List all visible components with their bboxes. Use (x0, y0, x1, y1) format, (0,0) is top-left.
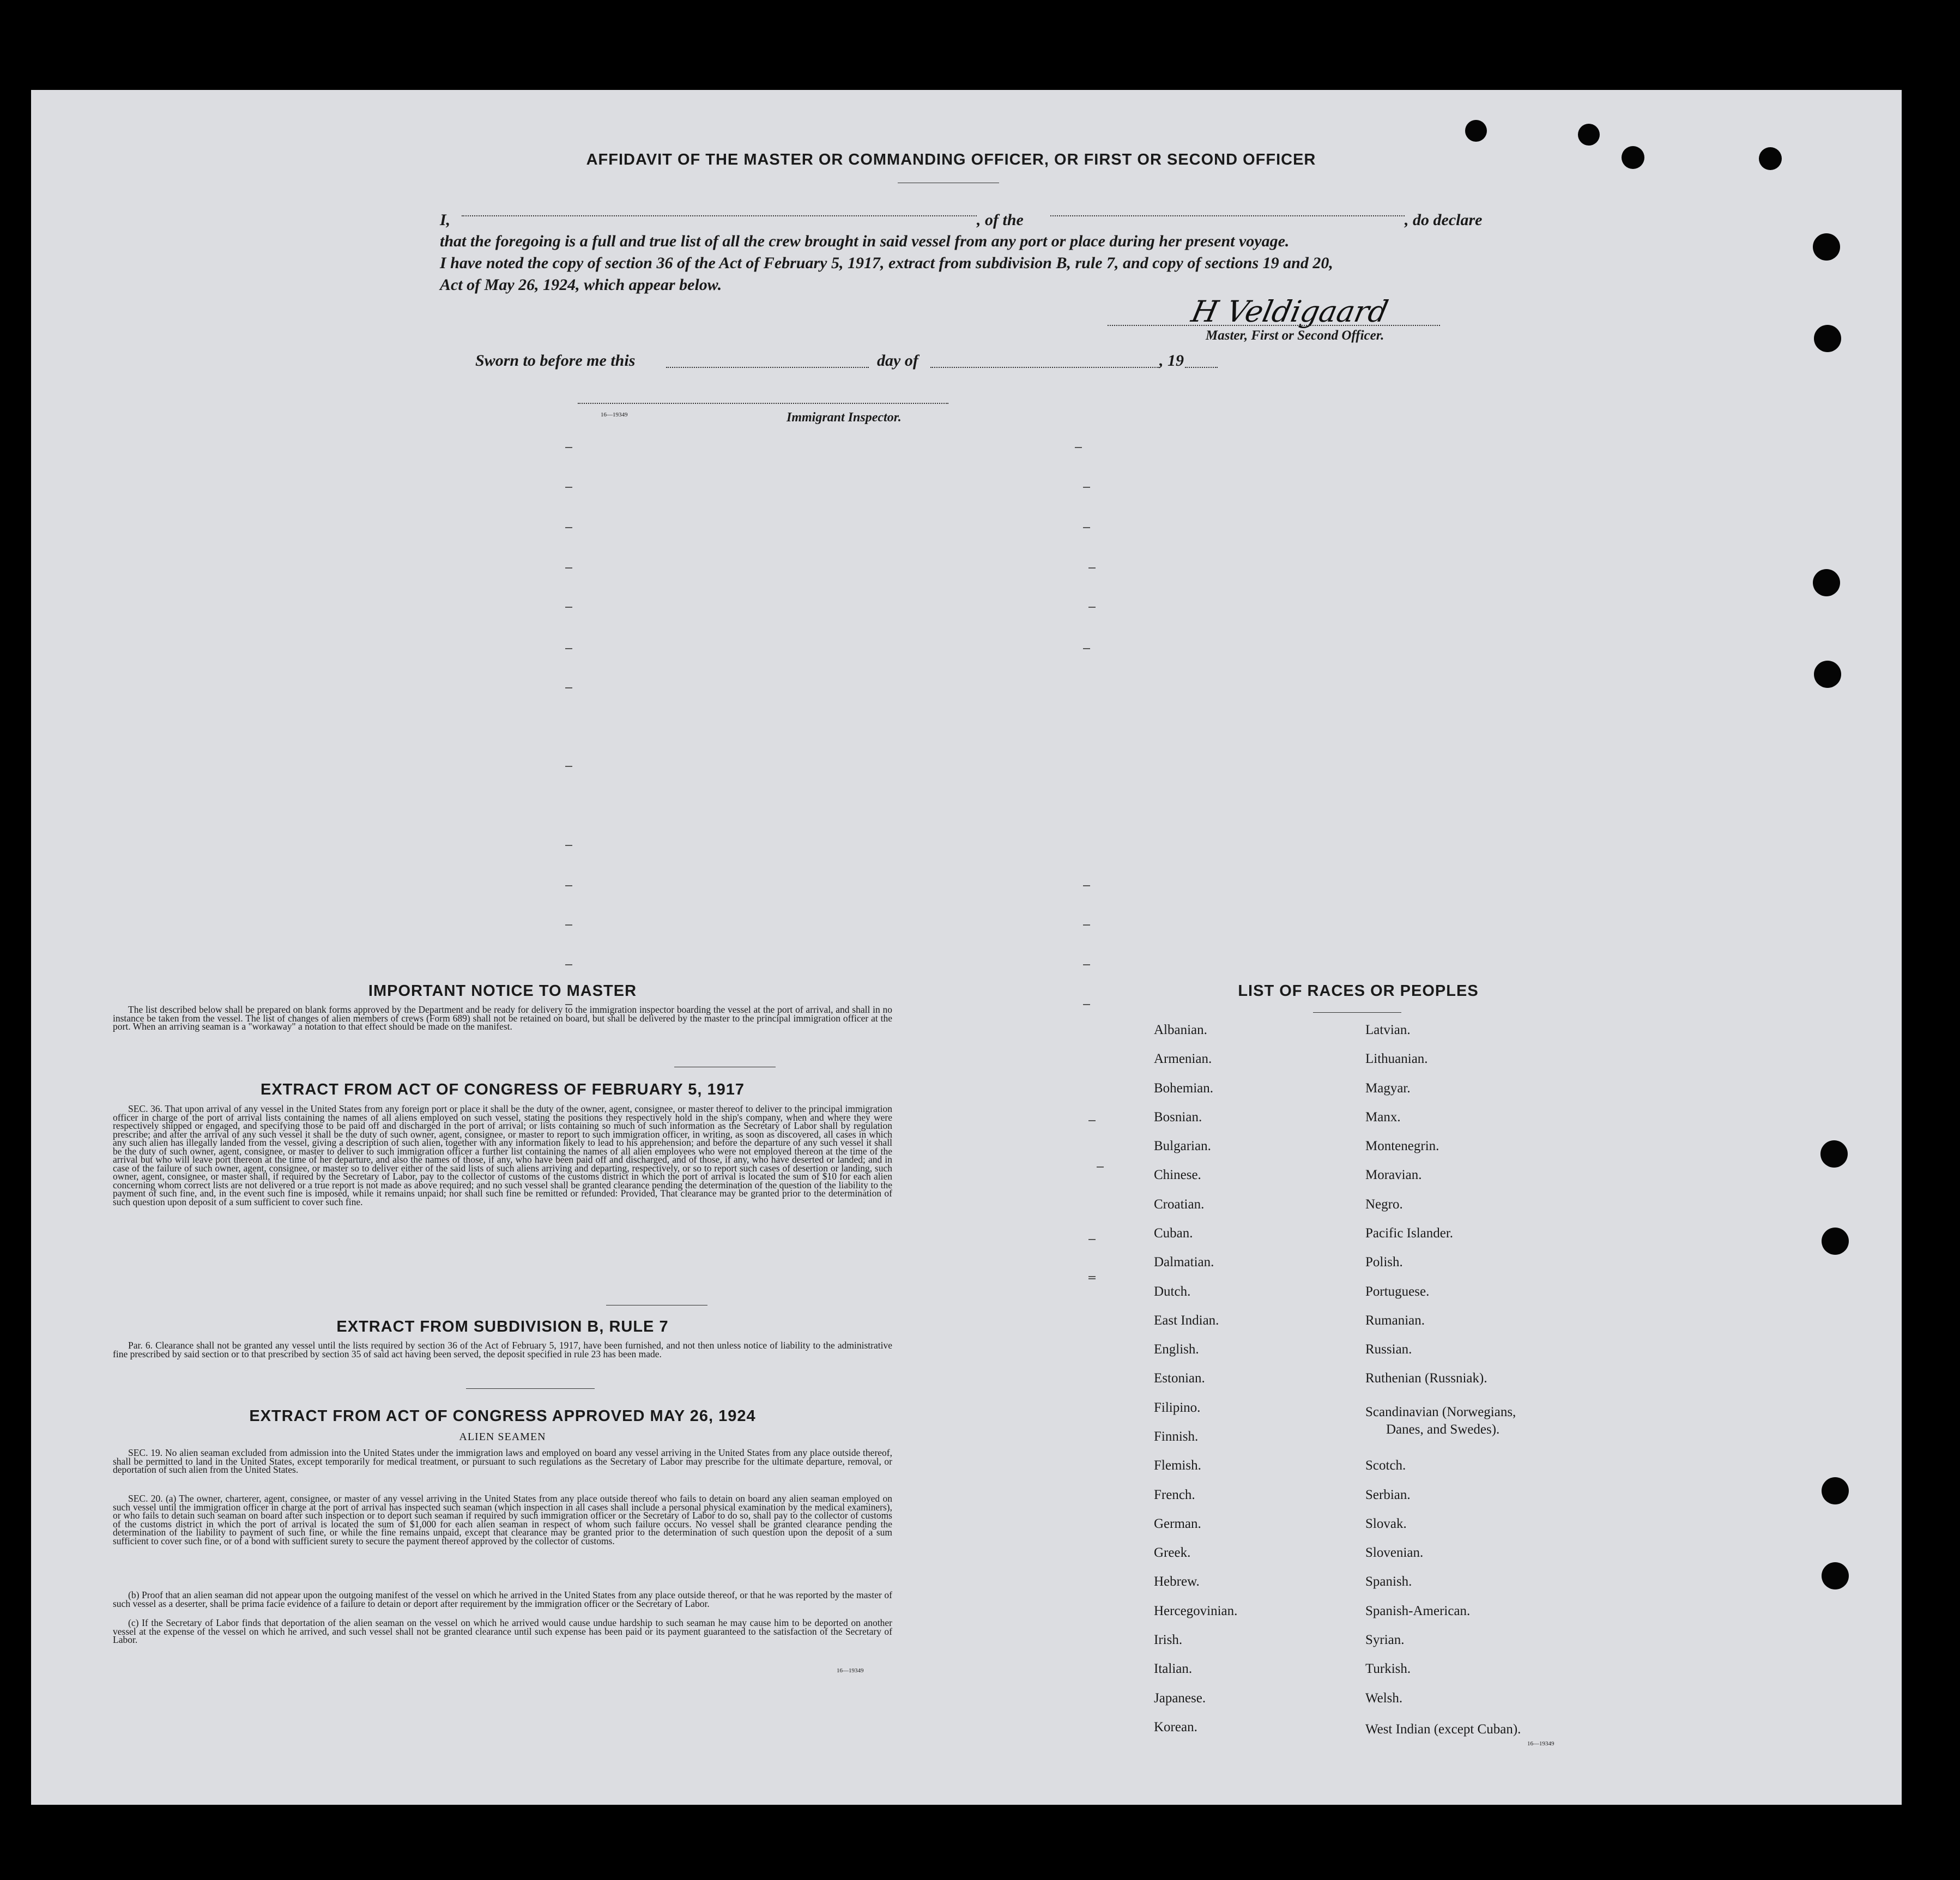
race-right-item: Spanish. (1365, 1574, 1412, 1589)
affidavit-line-2: that the foregoing is a full and true list of all the crew brought in said vessel from any port or place during her present voyage. (440, 232, 1290, 250)
margin-dash (1088, 567, 1096, 569)
form-sheet (31, 90, 1902, 1805)
affidavit-line-4: Act of May 26, 1924, which appear below. (440, 276, 722, 294)
race-left-item: Bohemian. (1154, 1081, 1214, 1096)
race-right-item: Polish. (1365, 1255, 1403, 1270)
punch-hole (1622, 146, 1644, 169)
margin-dash (1088, 607, 1096, 608)
race-left-item: Dalmatian. (1154, 1255, 1214, 1270)
race-right-item: Syrian. (1365, 1633, 1405, 1647)
margin-dash (1088, 1120, 1096, 1121)
extract-1924-title: EXTRACT FROM ACT OF CONGRESS APPROVED MAY 26, 1924 (249, 1407, 756, 1425)
race-right-item: Montenegrin. (1365, 1139, 1439, 1153)
races-form-number: 16—19349 (1527, 1740, 1554, 1747)
affidavit-form-number: 16—19349 (601, 412, 628, 418)
margin-dash (565, 924, 572, 926)
margin-dash (565, 527, 572, 528)
race-left-item: Korean. (1154, 1720, 1197, 1734)
races-title: LIST OF RACES OR PEOPLES (1238, 982, 1479, 1000)
punch-hole (1814, 325, 1841, 352)
sec20c-text: (c) If the Secretary of Labor finds that deportation of the alien seaman on the vessel on which he arrived would cause undue hardship to such seaman he may cause him to be deported on another vessel at the expense of the vessel on which he arrived, and such vessel shall not be granted clearance until such expense has been paid or its payment guaranteed to the satisfaction of the Secretary of Labor. (113, 1617, 892, 1645)
race-left-item: English. (1154, 1342, 1199, 1357)
race-right-item: Scandinavian (Norwegians, (1365, 1405, 1516, 1419)
race-left-item: Flemish. (1154, 1458, 1201, 1473)
punch-hole (1578, 124, 1600, 146)
race-left-item: German. (1154, 1516, 1201, 1531)
punch-hole (1813, 233, 1840, 261)
affidavit-line-3: I have noted the copy of section 36 of the Act of February 5, 1917, extract from subdivision B, rule 7, and copy of sections 19 and 20, (440, 254, 1333, 272)
race-left-item: Dutch. (1154, 1284, 1191, 1299)
race-left-item: Hebrew. (1154, 1574, 1200, 1589)
punch-hole (1814, 661, 1841, 688)
sworn-year-field[interactable] (1185, 367, 1218, 368)
section-divider (466, 1388, 595, 1389)
race-left-item: Croatian. (1154, 1197, 1205, 1212)
race-left-item: Estonian. (1154, 1371, 1205, 1386)
punch-hole (1465, 120, 1487, 142)
extract-form-number: 16—19349 (837, 1667, 864, 1674)
margin-dash (565, 648, 572, 649)
signature-caption: Master, First or Second Officer. (1206, 328, 1384, 343)
punch-hole (1820, 1140, 1848, 1168)
margin-dash (1083, 487, 1090, 488)
race-right-item: Russian. (1365, 1342, 1412, 1357)
margin-dash (1083, 964, 1090, 965)
race-right-item: West Indian (except Cuban). (1365, 1722, 1521, 1737)
sworn-day-field[interactable] (666, 367, 869, 368)
race-right-item: Portuguese. (1365, 1284, 1430, 1299)
margin-dash (1088, 1239, 1096, 1240)
affidavit-title: AFFIDAVIT OF THE MASTER OR COMMANDING OFFICER, OR FIRST OR SECOND OFFICER (586, 151, 1316, 168)
of-the-label: , of the (977, 211, 1024, 229)
punch-hole (1759, 147, 1782, 170)
vessel-field[interactable] (1050, 215, 1405, 216)
year-label: , 19 (1159, 352, 1184, 370)
race-left-item: Italian. (1154, 1661, 1193, 1676)
alien-seamen-subtitle: ALIEN SEAMEN (459, 1431, 546, 1443)
sec20b-text: (b) Proof that an alien seaman did not appear upon the outgoing manifest of the vessel on which he arrived in the United States from any place outside thereof, or that he was reported by the master of such vessel as a deserter, shall be prima facie evidence of a failure to detain or deport after requirement by the immigration officer or the Secretary of Labor. (113, 1589, 892, 1609)
punch-hole (1822, 1477, 1849, 1504)
race-right-item: Scotch. (1365, 1458, 1406, 1473)
race-left-item: Bosnian. (1154, 1110, 1202, 1125)
margin-dash (565, 487, 572, 488)
margin-dash (565, 607, 572, 608)
extract-rule7-title: EXTRACT FROM SUBDIVISION B, RULE 7 (336, 1318, 669, 1335)
race-left-item: Bulgarian. (1154, 1139, 1211, 1153)
margin-dash (1083, 885, 1090, 886)
race-right-item: Slovenian. (1365, 1545, 1424, 1560)
sworn-label: Sworn to before me this (475, 352, 636, 370)
margin-dash (1083, 1004, 1090, 1005)
race-right-item: Slovak. (1365, 1516, 1407, 1531)
races-title-underline (1313, 1012, 1401, 1013)
sec19-text: SEC. 19. No alien seaman excluded from admission into the United States under the immigration laws and employed on board any vessel arriving in the United States from any place outside thereof, shall be permitted to land in the United States, except temporarily for medical treatment, or pursuant to such regulations as the Secretary of Labor may prescribe for the ultimate departure, removal, or deportation of such alien from the United States. (113, 1447, 892, 1475)
race-left-item: Armenian. (1154, 1051, 1212, 1066)
notice-text: The list described below shall be prepared on blank forms approved by the Department and be ready for delivery to the immigration inspector boarding the vessel at the port of arrival, and shall in no instance be taken from the vessel. The list of changes of alien members of crews (Form 689) shall not be retained on board, but shall be delivered by the master to the principal immigration officer at the port. When an arriving seaman is a "workaway" a notation to that effect should be made on the manifest. (113, 1004, 892, 1032)
sec20a-text: SEC. 20. (a) The owner, charterer, agent, consignee, or master of any vessel arriving in the United States from any place outside thereof who fails to detain on board any alien seaman employed on such vessel until the immigration officer in charge at the port of arrival has inspected such seaman (which inspection in all cases shall include a personal physical examination by the medical examiners), or who fails to detain such seaman on board after such inspection or to deport such seaman if required by such immigration officer or the Secretary of Labor to do so, shall pay to the collector of customs of the customs district in which the port of arrival is located the sum of $1,000 for each alien seaman in respect of whom such failure occurs. No vessel shall be granted clearance pending the determination of the liability to payment of such fine, or while the fine remains unpaid, except that clearance may be granted prior to the determination of such question upon the deposit of a sum sufficient to cover such fine, or of a bond with sufficient surety to secure the payment thereof approved by the collector of customs. (113, 1493, 892, 1546)
race-right-item: Danes, and Swedes). (1386, 1422, 1500, 1437)
margin-dash (565, 687, 572, 688)
race-left-item: Filipino. (1154, 1400, 1201, 1415)
margin-dash (565, 567, 572, 569)
margin-dash (565, 845, 572, 846)
race-right-item: Serbian. (1365, 1488, 1411, 1502)
margin-dash (1088, 1278, 1096, 1279)
race-left-item: Finnish. (1154, 1429, 1199, 1444)
extract-rule7-text: Par. 6. Clearance shall not be granted any vessel until the lists required by section 36 of the Act of February 5, 1917, have been furnished, and not then unless notice of liability to the administrative fine prescribed by said section or to that prescribed by section 35 of said act having been served, the deposit specified in rule 23 has been made. (113, 1340, 892, 1359)
extract-1917-text: SEC. 36. That upon arrival of any vessel in the United States from any foreign port or place it shall be the duty of the owner, agent, consignee, or master thereof to deliver to the principal immigration officer in charge of the port of arrival lists containing the names of all aliens employed on such vessel, stating the positions they respectively hold in the ship's company, when and where they were respectively shipped or engaged, and specifying those to be paid off and discharged in the port of arrival; or lists containing so much of such information as the Secretary of Labor shall by regulation prescribe; and after the arrival of any such vessel it shall be the duty of such owner, agent, consignee, or master to report to such immigration officer, in writing, as soon as discovered, all cases in which any such alien has illegally landed from the vessel, giving a description of such alien, together with any information likely to lead to his apprehension; and before the departure of any such vessel it shall be the duty of such owner, agent, consignee, or master to deliver to such immigration officer a further list containing the names of all alien employees who were not employed thereon at the time of the arrival but who will leave port thereon at the time of her departure, and also the names of those, if any, who have been paid off and discharged, and of those, if any, who have deserted or landed; and in case of the failure of such owner, agent, consignee, or master so to deliver either of the said lists of such aliens arriving and departing, respectively, or so to report such cases of desertion or landing, such owner, agent, consignee, or master shall, if required by the Secretary of Labor, pay to the collector of customs of the customs district in which the port of arrival is located the sum of $10 for each alien concerning whom correct lists are not delivered or a true report is not made as above required; and no such vessel shall be granted clearance pending the determination of the question of the liability to the payment of such fine, and, in the event such fine is imposed, while it remains unpaid; nor shall such fine be remitted or refunded: Provided, That clearance may be granted prior to the determination of such question upon deposit of a sum sufficient to cover such fine. (113, 1103, 892, 1207)
punch-hole (1822, 1562, 1849, 1589)
race-right-item: Welsh. (1365, 1691, 1403, 1706)
race-left-item: Japanese. (1154, 1691, 1206, 1706)
affidavit-i-label: I, (440, 211, 451, 229)
extract-1917-title: EXTRACT FROM ACT OF CONGRESS OF FEBRUARY 5, 1917 (260, 1081, 745, 1098)
margin-dash (1075, 447, 1082, 448)
race-left-item: Albanian. (1154, 1023, 1207, 1037)
race-left-item: Greek. (1154, 1545, 1191, 1560)
punch-hole (1822, 1228, 1849, 1255)
race-right-item: Rumanian. (1365, 1313, 1425, 1328)
officer-signature: H Veldigaard (1188, 294, 1392, 329)
margin-dash (1083, 527, 1090, 528)
day-of-label: day of (877, 352, 918, 370)
race-right-item: Latvian. (1365, 1023, 1411, 1037)
do-declare-label: , do declare (1405, 211, 1483, 229)
race-left-item: Irish. (1154, 1633, 1183, 1647)
inspector-caption: Immigrant Inspector. (787, 410, 902, 425)
margin-dash (565, 964, 572, 965)
race-right-item: Spanish-American. (1365, 1604, 1471, 1618)
race-right-item: Turkish. (1365, 1661, 1411, 1676)
punch-hole (1813, 569, 1840, 596)
inspector-signature-line[interactable] (578, 403, 948, 404)
notice-title: IMPORTANT NOTICE TO MASTER (368, 982, 637, 1000)
signature-line[interactable] (1108, 325, 1440, 326)
margin-dash (1088, 1276, 1096, 1277)
name-field[interactable] (462, 215, 977, 216)
race-left-item: Cuban. (1154, 1226, 1193, 1241)
race-right-item: Moravian. (1365, 1168, 1422, 1182)
race-left-item: East Indian. (1154, 1313, 1219, 1328)
race-right-item: Lithuanian. (1365, 1051, 1428, 1066)
margin-dash (565, 766, 572, 767)
margin-dash (565, 885, 572, 886)
race-right-item: Manx. (1365, 1110, 1401, 1125)
race-right-item: Ruthenian (Russniak). (1365, 1371, 1487, 1386)
sworn-month-field[interactable] (930, 367, 1159, 368)
margin-dash (1097, 1166, 1104, 1168)
race-left-item: Hercegovinian. (1154, 1604, 1238, 1618)
race-right-item: Magyar. (1365, 1081, 1411, 1096)
race-right-item: Negro. (1365, 1197, 1403, 1212)
race-right-item: Pacific Islander. (1365, 1226, 1454, 1241)
margin-dash (1083, 648, 1090, 649)
race-left-item: French. (1154, 1488, 1195, 1502)
race-left-item: Chinese. (1154, 1168, 1201, 1182)
margin-dash (1083, 924, 1090, 926)
margin-dash (565, 447, 572, 448)
